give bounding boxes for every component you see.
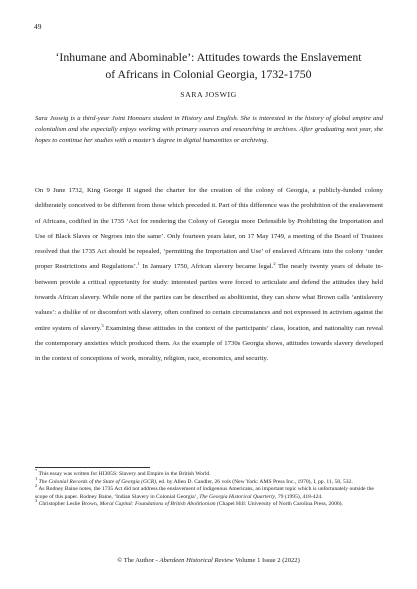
footnote-text: Christopher Leslie Brown, — [37, 501, 100, 508]
article-title — [40, 49, 377, 82]
page-footer — [40, 557, 377, 564]
footnote-divider — [35, 467, 150, 468]
footnotes — [35, 468, 383, 509]
footnote-journal: The Georgia Historical Quarterly — [199, 493, 276, 500]
footnote-text: As Rodney Baine notes, the 1735 Act did not address the enslavement of indigenous Americans, an important topic which is unfortunately outside the scope of this paper. Rodney Baine, ‘Indian Slavery in Colonial Georgia’, — [35, 486, 374, 500]
body-text-3: The nearly twenty years of debate in-between provide a critical opportunity for study: interested parties were forced to articulate and defend the attitudes they held towards African slavery. While none of the parties can be described as abolitionist, they can show what Brown calls ‘antislavery values’: a dislike of or discomfort with slavery, often confined to certain circumstances and not expressed in activism against the entire system of slavery. — [35, 263, 384, 332]
footnote-mark: 1 — [35, 475, 38, 481]
title-line-1: ‘Inhumane and Abominable’: Attitudes towards the Enslavement — [55, 50, 362, 64]
title-line-2: of Africans in Colonial Georgia, 1732-1750 — [105, 66, 312, 81]
footnote-ref-2[interactable]: 2 — [273, 261, 276, 267]
footnote-ref-1[interactable]: 1 — [137, 261, 140, 267]
footer-issue: Volume 1 Issue 2 (2022) — [233, 557, 300, 564]
footnote-text: , 79 (1995), 418-424. — [275, 493, 323, 500]
footnote-2 — [35, 483, 383, 501]
footnote-mark: 3 — [35, 498, 38, 504]
page-number: 49 — [34, 22, 42, 31]
footer-copyright: © The Author - — [117, 557, 160, 564]
footnote-3 — [35, 498, 383, 509]
body-text-1: On 9 June 1732, King George II signed the charter for the creation of the colony of Georgia, a publicly-funded colony deliberately conceived to be different from those which preceded it. Part of this difference was the prohibition of the enslavement of Africans, codified in the 1735 ‘Act for rendering the Colony of Georgia more Defensible by Prohibiting the Importation and Use of Black Slaves or Negroes into the same’. Only fourteen years later, on 17 May 1749, a meeting of the Board of Trustees resolved that the 1735 Act should be repealed, ‘permitting the Importation and Use’ of enslaved Africans into the colony ‘under proper Restrictions and Regulations’. — [35, 187, 383, 271]
body-paragraph — [35, 183, 383, 367]
body-text-2: In January 1750, African slavery became legal. — [139, 263, 274, 271]
body-text-4: Examining these attitudes in the context of the participants’ class, location, and nationality can reveal the contemporary anxieties which produced them. As the example of 1730s Georgia shows, attitudes towards slavery developed in the context of conceptions of work, morality, religion, race, economics, and security. — [35, 324, 383, 363]
footnote-star — [35, 468, 383, 479]
footnote-title: The Colonial Records of the State of Georgia (GCR) — [38, 478, 157, 485]
footnote-mark: * — [35, 468, 38, 474]
footnote-mark: 2 — [35, 483, 38, 489]
footnote-text: (Chapel Hill: University of North Carolina Press, 2006). — [215, 501, 343, 508]
author-name: SARA JOSWIG — [180, 90, 237, 99]
footnote-title: Moral Capital: Foundations of British Abolitionism — [99, 501, 216, 508]
footer-journal: Aberdeen Historical Review — [159, 557, 234, 564]
author-bio: Sara Joswig is a third-year Joint Honours student in History and English. She is interested in the history of global empire and colonialism and she especially enjoys working with primary sources and researching in archives. After graduating next year, she hopes to continue her studies with a master’s degree in digital humanities or archiving. — [35, 115, 383, 144]
footnote-text: , ed. by Allen D. Candler, 26 vols (New York: AMS Press Inc., 1970), I, pp. 11, 50, 532. — [156, 478, 353, 485]
footnote-ref-3[interactable]: 3 — [101, 322, 104, 328]
footnote-text: This essay was written for HI305S: Slavery and Empire in the British World. — [37, 471, 211, 477]
